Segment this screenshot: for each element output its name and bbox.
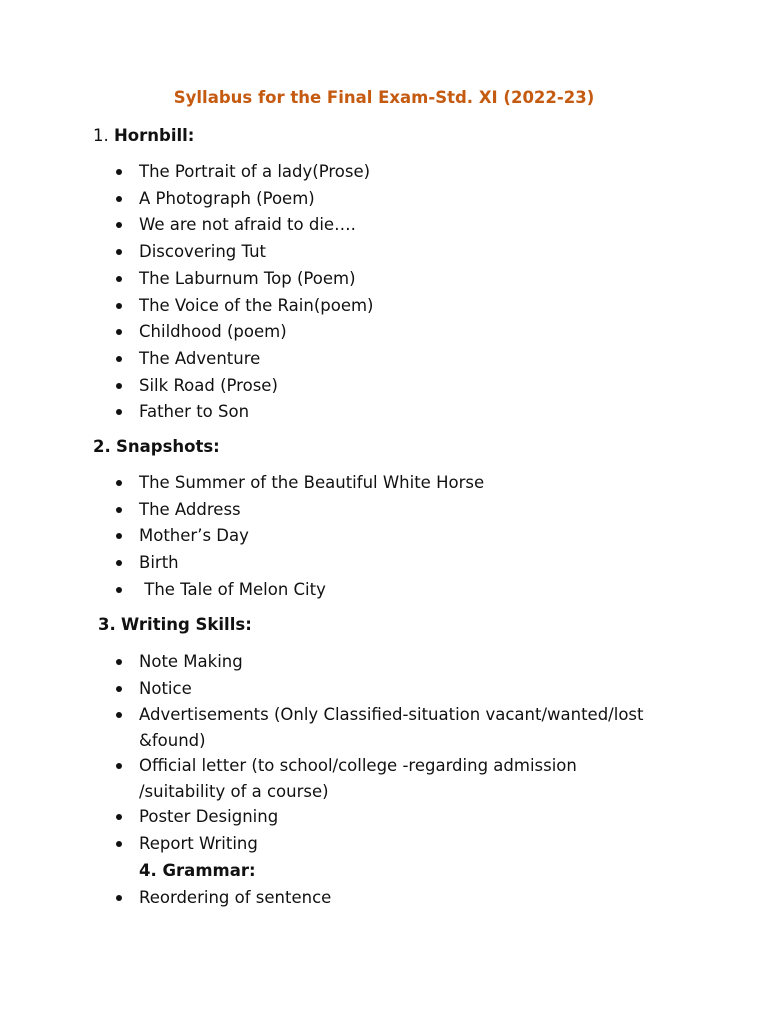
list-item: Official letter (to school/college -regarding admission /suitability of a course) (0, 753, 659, 804)
section-number: 2. (93, 437, 111, 456)
section-number: 4. (139, 860, 157, 880)
list-item: Report Writing (0, 831, 659, 858)
list-item: We are not afraid to die…. (0, 212, 659, 239)
section-heading-snapshots (93, 437, 220, 456)
list-item: Discovering Tut (0, 239, 659, 266)
snapshots-list (0, 470, 768, 604)
section-name: Snapshots: (116, 437, 220, 456)
list-item: Advertisements (Only Classified-situation vacant/wanted/lost &found) (0, 702, 659, 753)
list-item: The Summer of the Beautiful White Horse (0, 470, 659, 497)
section-number: 1. (93, 126, 109, 145)
list-item: The Adventure (0, 346, 659, 373)
list-item: Birth (0, 550, 659, 577)
list-item: The Laburnum Top (Poem) (0, 266, 659, 293)
hornbill-list (0, 159, 768, 426)
writing-skills-list (0, 649, 768, 911)
section-heading-grammar (0, 858, 659, 885)
section-number: 3. (98, 615, 116, 634)
list-item: The Tale of Melon City (0, 577, 659, 604)
list-item: The Portrait of a lady(Prose) (0, 159, 659, 186)
page-title: Syllabus for the Final Exam-Std. XI (2022-23) (173, 88, 595, 107)
list-item: A Photograph (Poem) (0, 186, 659, 213)
section-heading-writing-skills (98, 615, 252, 634)
section-heading-hornbill (93, 126, 194, 145)
list-item: Father to Son (0, 399, 659, 426)
section-name: Grammar: (162, 860, 256, 880)
list-item: Reordering of sentence (0, 885, 659, 912)
list-item: Silk Road (Prose) (0, 373, 659, 400)
list-item: Poster Designing (0, 804, 659, 831)
list-item: The Voice of the Rain(poem) (0, 293, 659, 320)
list-item: Note Making (0, 649, 659, 676)
section-name: Writing Skills: (121, 615, 252, 634)
list-item: Notice (0, 676, 659, 703)
list-item: The Address (0, 497, 659, 524)
section-name: Hornbill: (114, 126, 195, 145)
list-item: Childhood (poem) (0, 319, 659, 346)
list-item: Mother’s Day (0, 523, 659, 550)
